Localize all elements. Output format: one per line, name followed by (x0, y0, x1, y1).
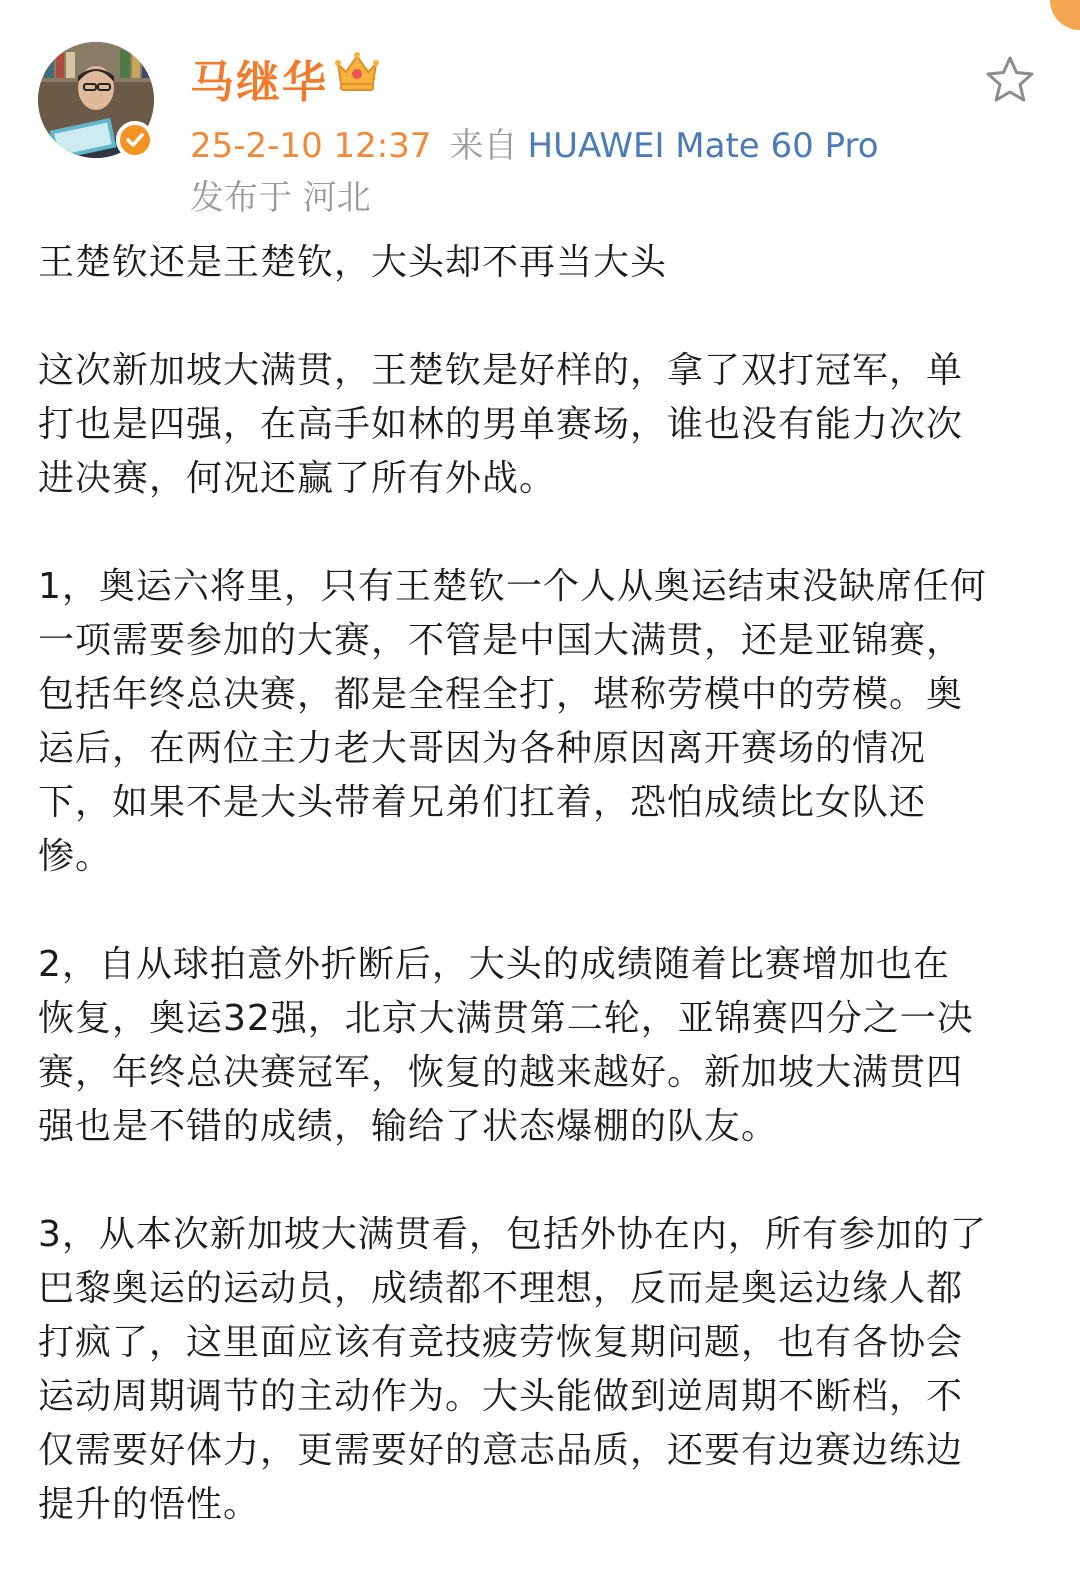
line: 1，奥运六将里，只有王楚钦一个人从奥运结束没缺席任何 (38, 566, 987, 607)
line: 强也是不错的成绩，输给了状态爆棚的队友。 (38, 1106, 779, 1147)
source-label: 来自 (449, 126, 518, 166)
paragraph-point-3 (38, 1208, 1048, 1532)
post-meta (190, 118, 879, 167)
paragraph-title (38, 236, 1048, 290)
author-name[interactable]: 马继华 (190, 57, 328, 108)
paragraph-point-1 (38, 560, 1048, 884)
verified-badge (116, 121, 154, 159)
line: 打也是四强，在高手如林的男单赛场，谁也没有能力次次 (38, 404, 964, 445)
post-content (38, 236, 1048, 1532)
line: 惨。 (38, 836, 113, 877)
line: 打疯了，这里面应该有竞技疲劳恢复期问题，也有各协会 (38, 1322, 964, 1363)
line: 运后，在两位主力老大哥因为各种原因离开赛场的情况 (38, 728, 927, 769)
line: 一项需要参加的大赛，不管是中国大满贯，还是亚锦赛， (38, 620, 964, 661)
line: 下，如果不是大头带着兄弟们扛着，恐怕成绩比女队还 (38, 782, 927, 823)
line: 王楚钦还是王楚钦，大头却不再当大头 (38, 242, 668, 283)
post-location: 发布于 河北 (190, 178, 371, 218)
paragraph-point-2 (38, 938, 1048, 1154)
crown-icon[interactable] (334, 50, 380, 92)
post-time: 25-2-10 12:37 (190, 126, 432, 166)
verified-icon (120, 125, 150, 155)
line: 仅需要好体力，更需要好的意志品质，还要有边赛边练边 (38, 1430, 964, 1471)
line: 这次新加坡大满贯，王楚钦是好样的，拿了双打冠军，单 (38, 350, 964, 391)
device-link[interactable]: HUAWEI Mate 60 Pro (527, 126, 879, 166)
line: 赛，年终总决赛冠军，恢复的越来越好。新加坡大满贯四 (38, 1052, 964, 1093)
line: 提升的悟性。 (38, 1484, 261, 1525)
paragraph-intro (38, 344, 1048, 506)
line: 进决赛，何况还赢了所有外战。 (38, 458, 557, 499)
line: 恢复，奥运32强，北京大满贯第二轮，亚锦赛四分之一决 (38, 998, 974, 1039)
line: 3，从本次新加坡大满贯看，包括外协在内，所有参加的了 (38, 1214, 987, 1255)
post-header (0, 0, 1080, 218)
line: 包括年终总决赛，都是全程全打，堪称劳模中的劳模。奥 (38, 674, 964, 715)
line: 2，自从球拍意外折断后，大头的成绩随着比赛增加也在 (38, 944, 950, 985)
star-outline-icon[interactable] (984, 54, 1036, 106)
line: 运动周期调节的主动作为。大头能做到逆周期不断档，不 (38, 1376, 964, 1417)
line: 巴黎奥运的运动员，成绩都不理想，反而是奥运边缘人都 (38, 1268, 964, 1309)
